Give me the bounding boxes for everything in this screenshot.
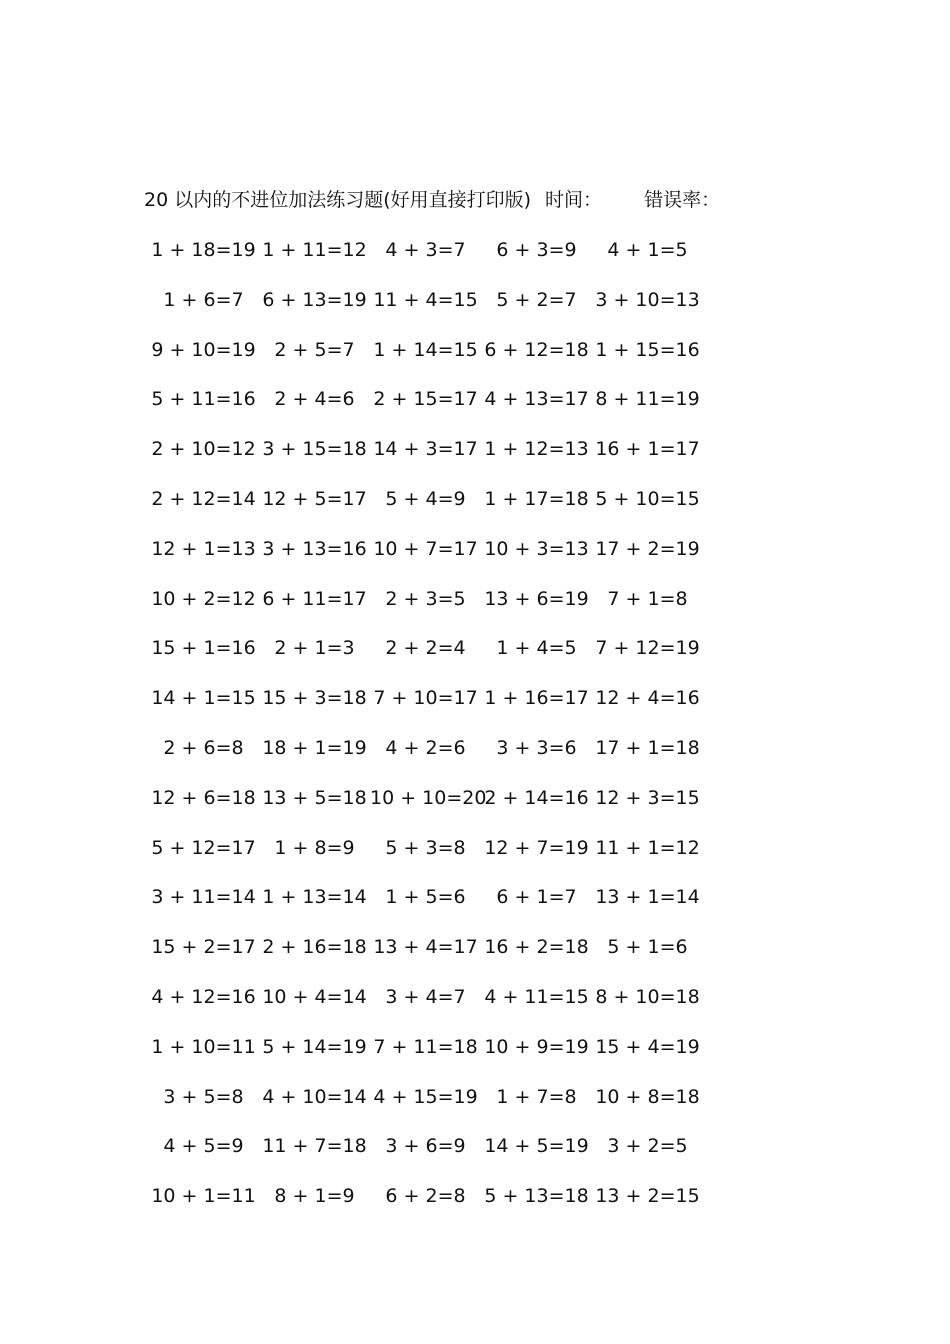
addition-problem: 6 + 12=18: [484, 338, 589, 361]
addition-problem: 2 + 15=17: [373, 388, 478, 411]
addition-problem: 8 + 1=9: [274, 1185, 355, 1208]
addition-problem: 15 + 1=16: [151, 637, 256, 660]
problem-row: [148, 535, 788, 585]
addition-problem: 10 + 4=14: [262, 985, 367, 1008]
addition-problem: 3 + 3=6: [496, 736, 577, 759]
addition-problem: 2 + 12=14: [151, 487, 256, 510]
addition-problem: 1 + 5=6: [385, 886, 466, 909]
addition-problem: 5 + 1=6: [607, 936, 688, 959]
problem-row: [148, 734, 788, 784]
problem-row: [148, 585, 788, 635]
addition-problem: 5 + 10=15: [595, 487, 700, 510]
addition-problem: 3 + 5=8: [163, 1085, 244, 1108]
addition-problem: 8 + 10=18: [595, 985, 700, 1008]
addition-problem: 6 + 1=7: [496, 886, 577, 909]
addition-problem: 12 + 1=13: [151, 537, 256, 560]
addition-problem: 5 + 4=9: [385, 487, 466, 510]
addition-problem: 10 + 2=12: [151, 587, 256, 610]
addition-problem: 13 + 6=19: [484, 587, 589, 610]
addition-problem: 2 + 16=18: [262, 936, 367, 959]
problem-row: [148, 1182, 788, 1232]
addition-problem: 4 + 12=16: [151, 985, 256, 1008]
addition-problem: 12 + 5=17: [262, 487, 367, 510]
addition-problem: 3 + 10=13: [595, 288, 700, 311]
worksheet-title: 20 以内的不进位加法练习题(好用直接打印版): [144, 189, 532, 211]
addition-problem: 2 + 5=7: [274, 338, 355, 361]
addition-problem: 4 + 3=7: [385, 239, 466, 261]
addition-problem: 2 + 2=4: [385, 637, 466, 660]
addition-problem: 12 + 4=16: [595, 687, 700, 710]
problem-grid: [148, 236, 788, 1232]
addition-problem: 6 + 11=17: [262, 587, 367, 610]
addition-problem: 10 + 10=20: [370, 786, 487, 809]
addition-problem: 7 + 1=8: [607, 587, 688, 610]
problem-row: [148, 634, 788, 684]
addition-problem: 11 + 1=12: [595, 836, 700, 859]
problem-row: [148, 385, 788, 435]
addition-problem: 1 + 16=17: [484, 687, 589, 710]
addition-problem: 4 + 1=5: [607, 239, 688, 261]
problem-row: [148, 933, 788, 983]
addition-problem: 1 + 7=8: [496, 1085, 577, 1108]
addition-problem: 13 + 4=17: [373, 936, 478, 959]
addition-problem: 6 + 3=9: [496, 239, 577, 261]
addition-problem: 3 + 15=18: [262, 438, 367, 461]
addition-problem: 9 + 10=19: [151, 338, 256, 361]
problem-row: [148, 983, 788, 1033]
addition-problem: 10 + 3=13: [484, 537, 589, 560]
addition-problem: 7 + 11=18: [373, 1035, 478, 1058]
problem-row: [148, 784, 788, 834]
addition-problem: 13 + 2=15: [595, 1185, 700, 1208]
addition-problem: 1 + 15=16: [595, 338, 700, 361]
addition-problem: 2 + 6=8: [163, 736, 244, 759]
addition-problem: 1 + 6=7: [163, 288, 244, 311]
time-label: 时间：: [545, 189, 603, 211]
addition-problem: 11 + 4=15: [373, 288, 478, 311]
addition-problem: 5 + 12=17: [151, 836, 256, 859]
addition-problem: 16 + 2=18: [484, 936, 589, 959]
addition-problem: 4 + 11=15: [484, 985, 589, 1008]
addition-problem: 18 + 1=19: [262, 736, 367, 759]
addition-problem: 6 + 13=19: [262, 288, 367, 311]
addition-problem: 10 + 1=11: [151, 1185, 256, 1208]
addition-problem: 15 + 2=17: [151, 936, 256, 959]
addition-problem: 3 + 11=14: [151, 886, 256, 909]
addition-problem: 2 + 14=16: [484, 786, 589, 809]
addition-problem: 1 + 14=15: [373, 338, 478, 361]
addition-problem: 17 + 1=18: [595, 736, 700, 759]
problem-row: [148, 1083, 788, 1133]
addition-problem: 2 + 4=6: [274, 388, 355, 411]
addition-problem: 15 + 3=18: [262, 687, 367, 710]
addition-problem: 8 + 11=19: [595, 388, 700, 411]
addition-problem: 1 + 8=9: [274, 836, 355, 859]
error-rate-label: 错误率：: [644, 189, 721, 211]
addition-problem: 13 + 5=18: [262, 786, 367, 809]
addition-problem: 3 + 4=7: [385, 985, 466, 1008]
addition-problem: 2 + 1=3: [274, 637, 355, 660]
problem-row: [148, 336, 788, 386]
addition-problem: 7 + 12=19: [595, 637, 700, 660]
addition-problem: 4 + 2=6: [385, 736, 466, 759]
addition-problem: 1 + 17=18: [484, 487, 589, 510]
problem-row: [148, 286, 788, 336]
addition-problem: 6 + 2=8: [385, 1185, 466, 1208]
addition-problem: 16 + 1=17: [595, 438, 700, 461]
addition-problem: 10 + 9=19: [484, 1035, 589, 1058]
addition-problem: 10 + 8=18: [595, 1085, 700, 1108]
addition-problem: 1 + 18=19: [151, 239, 256, 261]
addition-problem: 13 + 1=14: [595, 886, 700, 909]
addition-problem: 12 + 3=15: [595, 786, 700, 809]
addition-problem: 17 + 2=19: [595, 537, 700, 560]
addition-problem: 14 + 3=17: [373, 438, 478, 461]
addition-problem: 4 + 10=14: [262, 1085, 367, 1108]
addition-problem: 1 + 13=14: [262, 886, 367, 909]
addition-problem: 4 + 13=17: [484, 388, 589, 411]
problem-row: [148, 883, 788, 933]
addition-problem: 2 + 10=12: [151, 438, 256, 461]
worksheet-header: [144, 186, 720, 214]
addition-problem: 1 + 4=5: [496, 637, 577, 660]
problem-row: [148, 435, 788, 485]
addition-problem: 5 + 3=8: [385, 836, 466, 859]
addition-problem: 5 + 11=16: [151, 388, 256, 411]
addition-problem: 3 + 2=5: [607, 1135, 688, 1158]
addition-problem: 1 + 12=13: [484, 438, 589, 461]
addition-problem: 12 + 7=19: [484, 836, 589, 859]
addition-problem: 1 + 10=11: [151, 1035, 256, 1058]
problem-row: [148, 1033, 788, 1083]
addition-problem: 5 + 14=19: [262, 1035, 367, 1058]
addition-problem: 5 + 2=7: [496, 288, 577, 311]
addition-problem: 15 + 4=19: [595, 1035, 700, 1058]
problem-row: [148, 236, 788, 286]
addition-problem: 10 + 7=17: [373, 537, 478, 560]
addition-problem: 5 + 13=18: [484, 1185, 589, 1208]
addition-problem: 7 + 10=17: [373, 687, 478, 710]
problem-row: [148, 485, 788, 535]
addition-problem: 2 + 3=5: [385, 587, 466, 610]
problem-row: [148, 834, 788, 884]
addition-problem: 14 + 1=15: [151, 687, 256, 710]
addition-problem: 3 + 13=16: [262, 537, 367, 560]
problem-row: [148, 1132, 788, 1182]
addition-problem: 4 + 15=19: [373, 1085, 478, 1108]
problem-row: [148, 684, 788, 734]
addition-problem: 4 + 5=9: [163, 1135, 244, 1158]
addition-problem: 1 + 11=12: [262, 239, 367, 261]
addition-problem: 3 + 6=9: [385, 1135, 466, 1158]
addition-problem: 11 + 7=18: [262, 1135, 367, 1158]
addition-problem: 14 + 5=19: [484, 1135, 589, 1158]
addition-problem: 12 + 6=18: [151, 786, 256, 809]
